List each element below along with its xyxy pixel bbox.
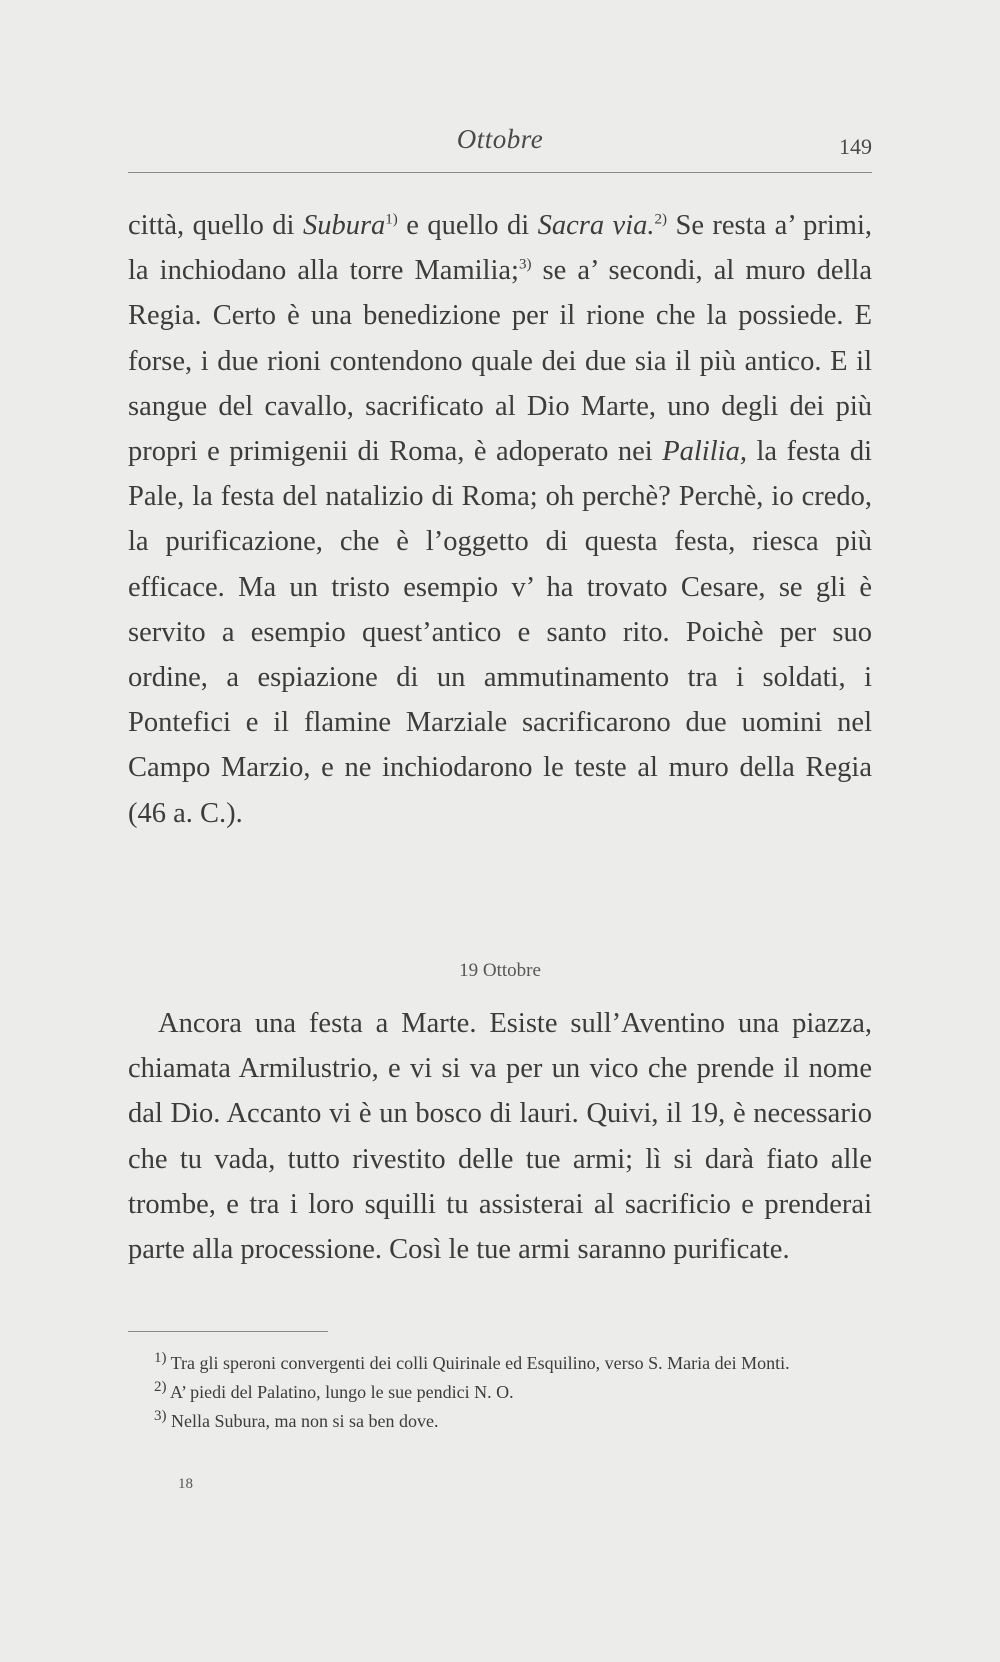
text-run: la festa di Pale, la festa del natalizio di Roma; oh perchè? Perchè, io credo, la purificazione, che è l’oggetto di questa festa, riesca più efficace. Ma un tristo esempio v’ ha trovato Cesare, se gli è servito a esempio quest’antico e santo rito. Poichè per suo ordine, a espiazione di un ammutinamento tra i soldati, i Pontefici e il flamine Marziale sacrificarono due uomini nel Campo Marzio, e ne inchiodarono le teste al muro della Regia (46 a. C.). [128,436,872,829]
page-header [128,124,872,176]
footnote-1 [128,1350,872,1377]
text-run: e quello di [397,210,538,241]
footnote-marker: 1) [154,1350,167,1366]
paragraph-section: Ancora una festa a Marte. Esiste sull’Aventino una piazza, chiamata Armilustrio, e vi si va per un vico che prende il nome dal Dio. Accanto vi è un bosco di lauri. Quivi, il 19, è necessario che tu vada, tutto rivestito delle tue armi; lì si darà fiato alle trombe, e tra i loro squilli tu assisterai al sacrificio e prenderai parte alla processione. Così le tue armi saranno purificate. [128,1008,872,1266]
footnote-ref-2: 2) [654,211,668,228]
footnote-text: A’ piedi del Palatino, lungo le sue pendici N. O. [166,1382,514,1402]
footnote-ref-1: 1) [385,211,398,228]
footnote-3 [128,1408,872,1435]
term-sacra-via: Sacra via. [537,210,655,241]
section-date-heading: 19 Ottobre [459,960,541,981]
signature-mark: 18 [178,1476,193,1492]
header-rule [128,172,872,173]
footnote-text: Nella Subura, ma non si sa ben dove. [166,1411,439,1431]
footnote-ref-3: 3) [518,256,532,273]
footnotes [128,1350,872,1437]
text-run: Se resta a’ primi, la inchiodano alla torre Mamilia; [128,210,872,287]
page-number: 149 [839,134,872,159]
footnote-2 [128,1379,872,1406]
footnote-marker: 3) [154,1408,167,1424]
footnote-rule [128,1331,328,1332]
footnote-text: Tra gli speroni convergenti dei colli Quirinale ed Esquilino, verso S. Maria dei Monti. [166,1353,790,1373]
text-run: città, quello di [128,210,303,241]
running-title: Ottobre [456,124,544,154]
term-subura: Subura [302,210,386,241]
paragraph-main [128,203,872,836]
text-run: se a’ secondi, al muro della Regia. Certo è una benedizione per il rione che la possiede. E forse, i due rioni contendono quale dei due sia il più antico. E il sangue del cavallo, sacrificato al Dio Marte, uno degli dei più propri e primigenii di Roma, è adoperato nei [128,255,873,468]
footnote-marker: 2) [154,1379,167,1395]
term-palilia: Palilia, [662,436,747,468]
